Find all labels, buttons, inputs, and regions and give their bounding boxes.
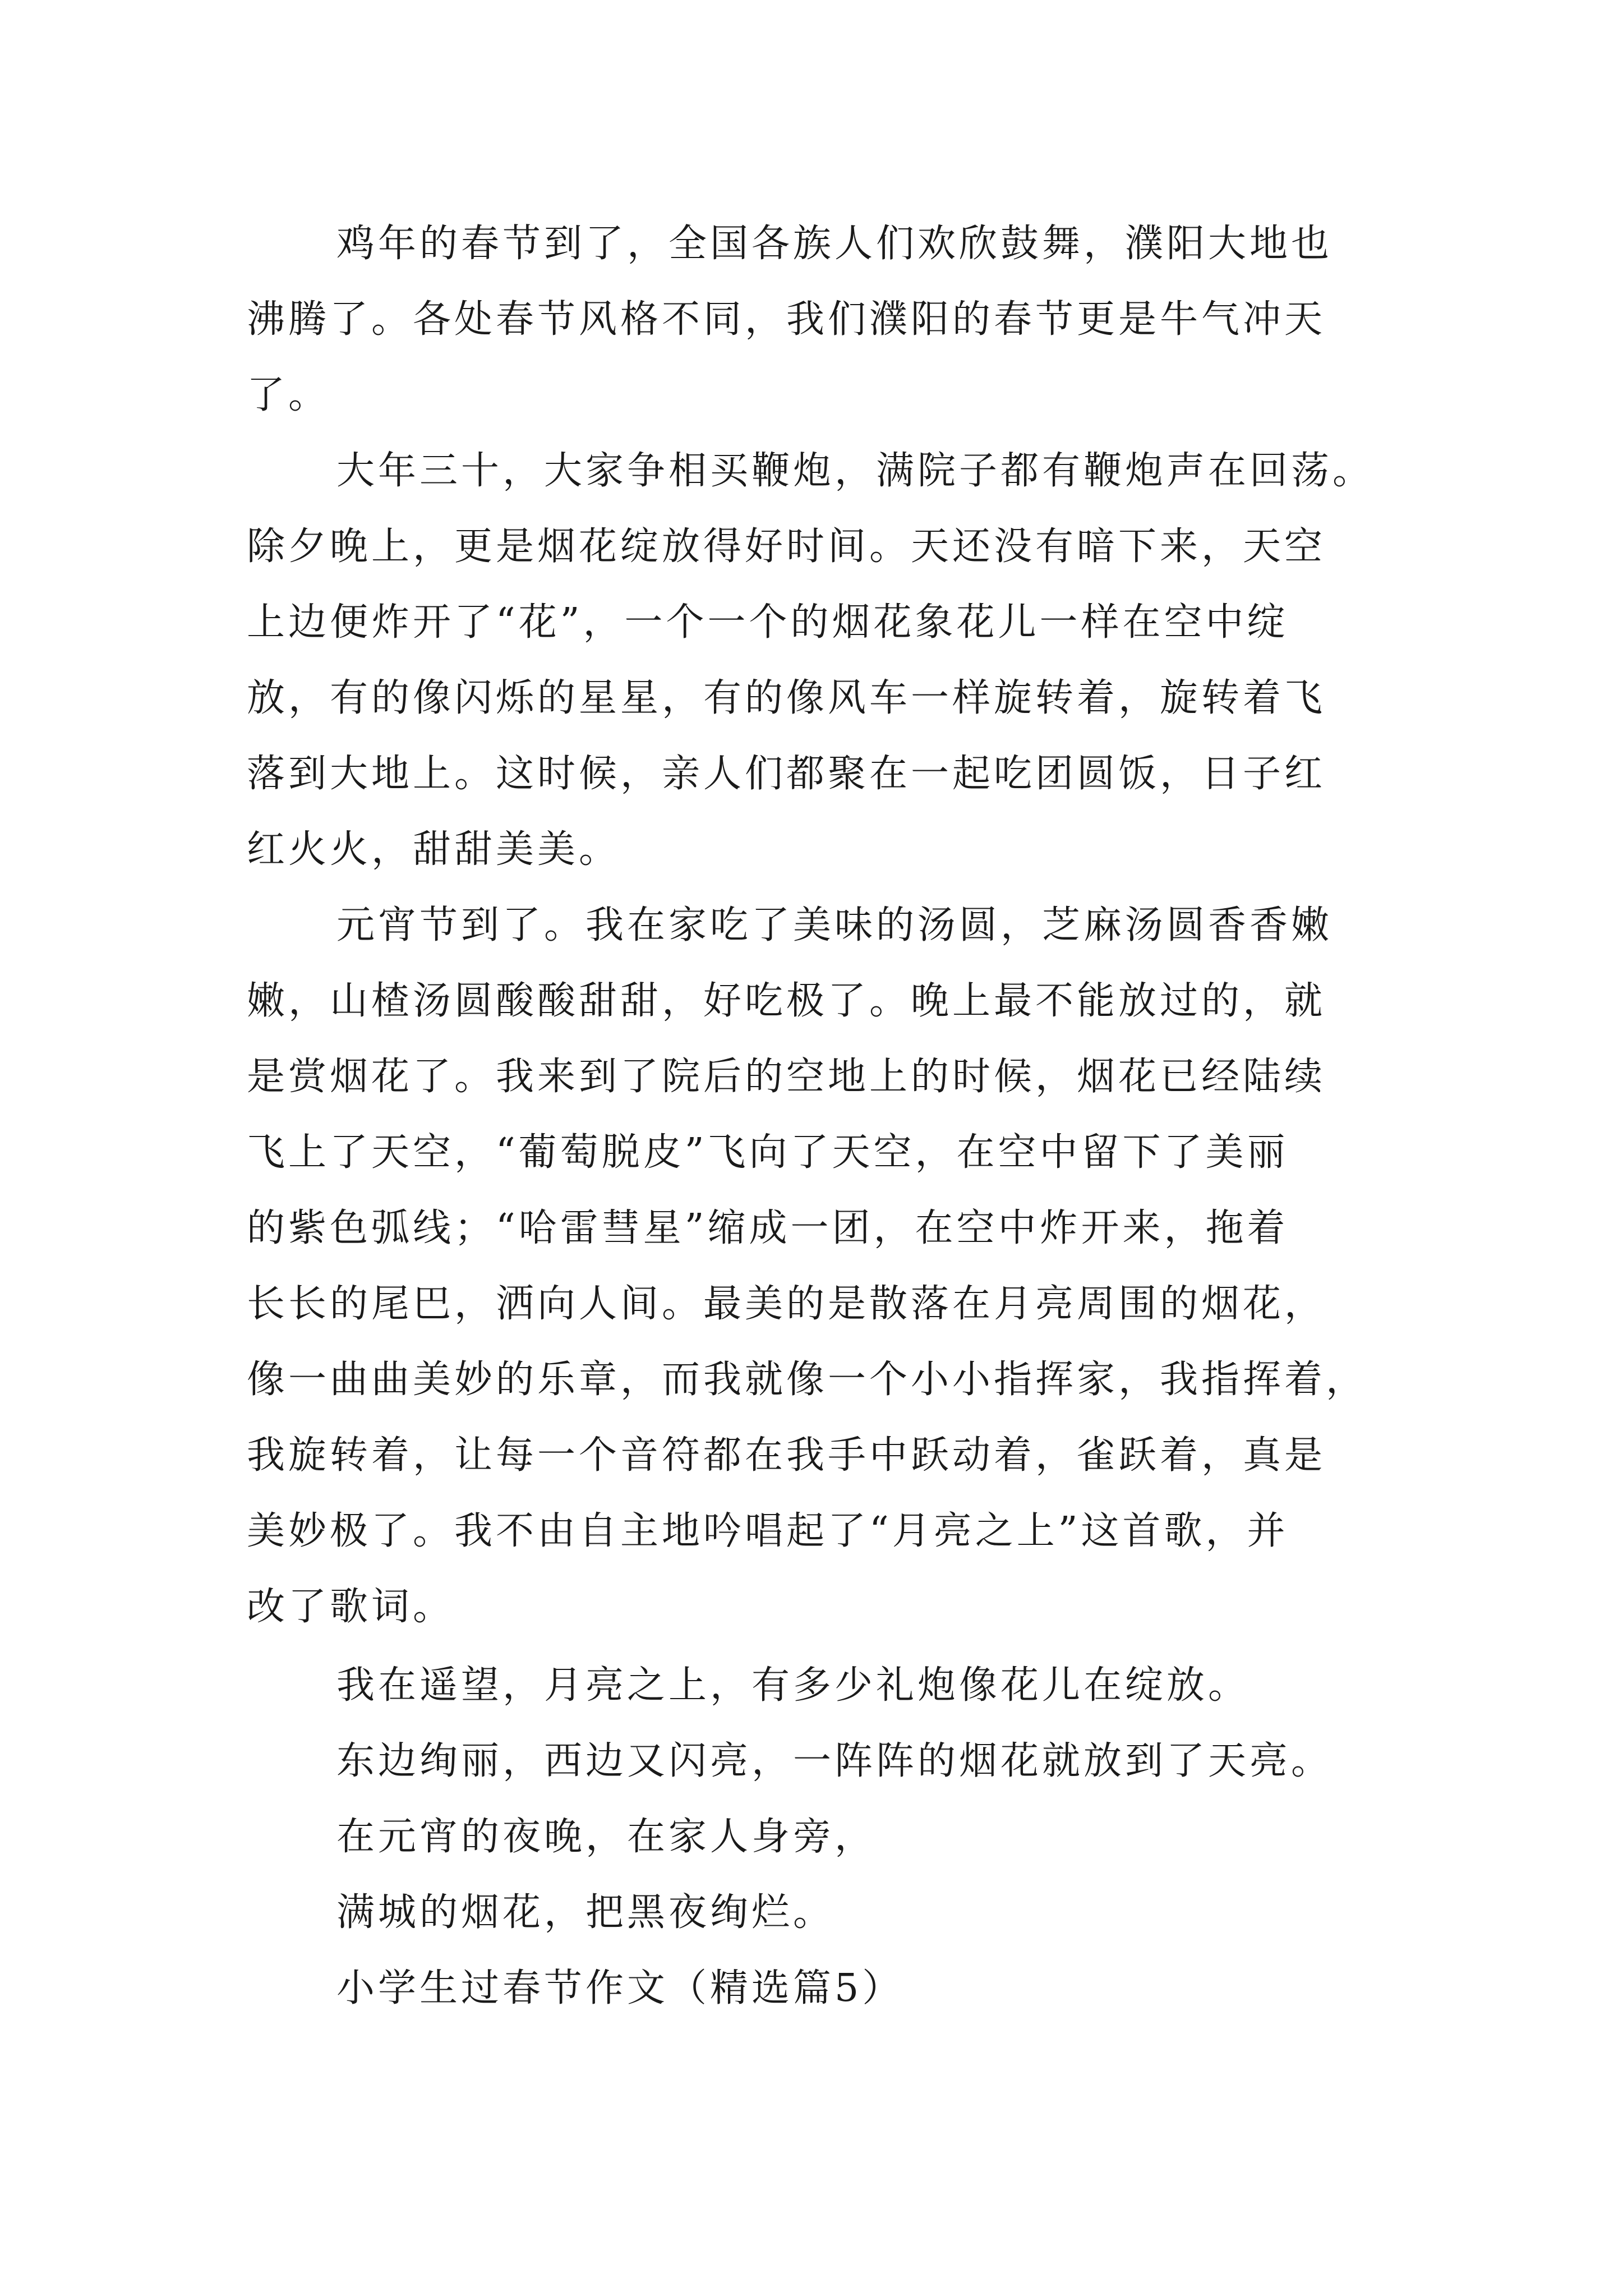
paragraph-2-line-4: 放，有的像闪烁的星星，有的像风车一样旋转着，旋转着飞 xyxy=(247,676,1326,720)
verse-line-1: 我在遥望，月亮之上，有多少礼炮像花儿在绽放。 xyxy=(336,1663,1250,1708)
paragraph-3-line-5: 的紫色弧线；“哈雷彗星”缩成一团，在空中炸开来，拖着 xyxy=(247,1206,1289,1250)
paragraph-2-line-3: 上边便炸开了“花”，一个一个的烟花象花儿一样在空中绽 xyxy=(247,600,1289,645)
paragraph-3-line-8: 我旋转着，让每一个音符都在我手中跃动着，雀跃着，真是 xyxy=(247,1433,1326,1478)
paragraph-2-line-2: 除夕晚上，更是烟花绽放得好时间。天还没有暗下来，天空 xyxy=(247,524,1326,569)
verse-line-3: 在元宵的夜晚，在家人身旁， xyxy=(336,1815,877,1859)
verse-line-4: 满城的烟花，把黑夜绚烂。 xyxy=(336,1890,835,1935)
paragraph-3-line-6: 长长的尾巴，洒向人间。最美的是散落在月亮周围的烟花， xyxy=(247,1282,1326,1326)
paragraph-3-line-7: 像一曲曲美妙的乐章，而我就像一个小小指挥家，我指挥着， xyxy=(247,1358,1368,1402)
paragraph-3-line-10: 改了歌词。 xyxy=(247,1585,455,1629)
paragraph-3-line-9: 美妙极了。我不由自主地吟唱起了“月亮之上”这首歌，并 xyxy=(247,1509,1289,1553)
section-title: 小学生过春节作文（精选篇5） xyxy=(336,1966,904,2010)
paragraph-3-line-2: 嫩，山楂汤圆酸酸甜甜，好吃极了。晚上最不能放过的，就 xyxy=(247,979,1326,1023)
verse-line-2: 东边绚丽，西边又闪亮，一阵阵的烟花就放到了天亮。 xyxy=(336,1739,1333,1783)
paragraph-2-line-5: 落到大地上。这时候，亲人们都聚在一起吃团圆饭，日子红 xyxy=(247,752,1326,796)
paragraph-3-line-3: 是赏烟花了。我来到了院后的空地上的时候，烟花已经陆续 xyxy=(247,1055,1326,1099)
paragraph-2-line-6: 红火火，甜甜美美。 xyxy=(247,827,621,872)
paragraph-3-line-1: 元宵节到了。我在家吃了美味的汤圆，芝麻汤圆香香嫩 xyxy=(336,903,1333,947)
paragraph-1-line-1: 鸡年的春节到了，全国各族人们欢欣鼓舞，濮阳大地也 xyxy=(336,222,1333,266)
paragraph-2-line-1: 大年三十，大家争相买鞭炮，满院子都有鞭炮声在回荡。 xyxy=(336,449,1375,493)
paragraph-1-line-3: 了。 xyxy=(247,373,330,417)
paragraph-1-line-2: 沸腾了。各处春节风格不同，我们濮阳的春节更是牛气冲天 xyxy=(247,297,1326,342)
paragraph-3-line-4: 飞上了天空，“葡萄脱皮”飞向了天空，在空中留下了美丽 xyxy=(247,1130,1289,1175)
